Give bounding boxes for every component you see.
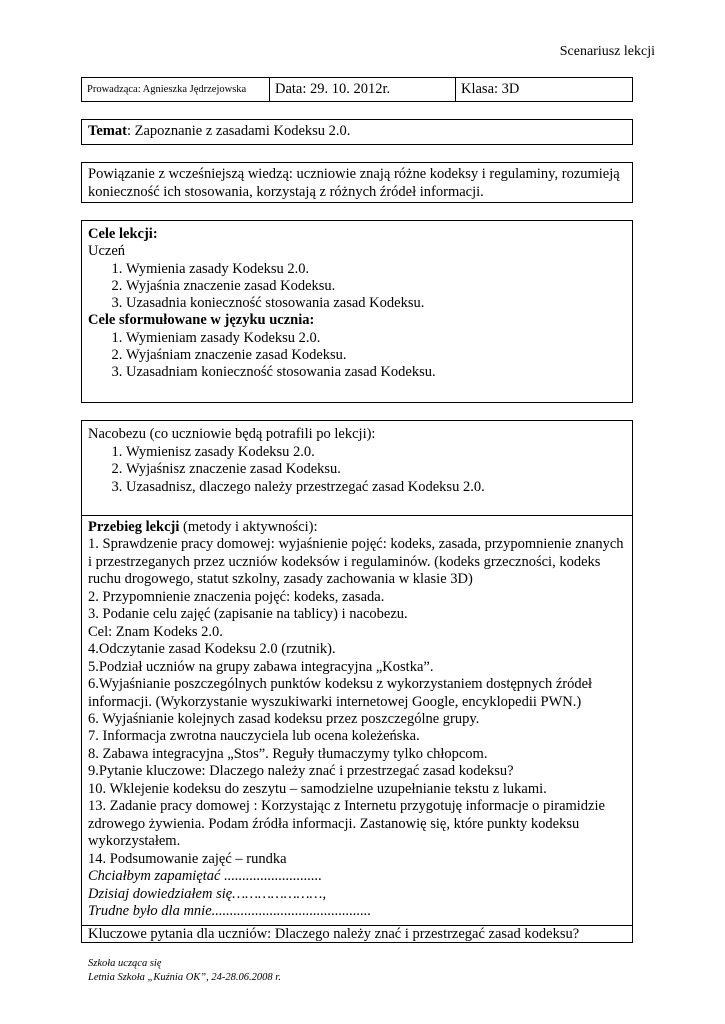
lesson-course-box [81, 515, 633, 926]
course-step: 6. Wyjaśnianie kolejnych zasad kodeksu przez poszczególne grupy. [88, 710, 480, 727]
summary-prompt: Trudne było dla mnie............................................ [88, 902, 372, 919]
footer-line: Letnia Szkoła „Kuźnia OK”, 24-28.06.2008 r. [88, 972, 281, 983]
course-step: 14. Podsumowanie zajęć – rundka [88, 850, 287, 867]
goals-subject: Uczeń [88, 243, 126, 260]
teacher-cell: Prowadząca: Agnieszka Jędrzejowska [82, 78, 270, 101]
course-step: 13. Zadanie pracy domowej : Korzystając z Internetu przygotuję informacje o piramidzie zdrowego żywienia. Podam źródła informacji. Zastanowię się, które punkty kodeksu wykorzystałem. [88, 798, 605, 850]
course-title-suffix: (metody i aktywności): [179, 519, 318, 535]
goals-title: Cele lekcji: [88, 226, 158, 242]
footer-line: Szkoła ucząca się [88, 958, 162, 969]
student-goal-item: 1. Wymieniam zasady Kodeksu 2.0. [126, 330, 626, 347]
nacobezu-list [88, 444, 626, 497]
prior-knowledge-text: Powiązanie z wcześniejszą wiedzą: uczniowie znają różne kodeksy i regulaminy, rozumieją konieczność ich stosowania, korzystają z różnych źródeł informacji. [88, 166, 620, 200]
topic-text: : Zapoznanie z zasadami Kodeksu 2.0. [126, 123, 351, 139]
course-step: Cel: Znam Kodeks 2.0. [88, 623, 223, 640]
course-step: 1. Sprawdzenie pracy domowej: wyjaśnienie pojęć: kodeks, zasada, przypomnienie znanych i przestrzeganych przez uczniów kodeksów i regulaminów. (kodeks grzeczności, kodeks ruchu drogowego, statut szkolny, zasady zachowania w klasie 3D) [88, 536, 624, 588]
document-type-label: Scenariusz lekcji [559, 44, 655, 59]
topic-label: Temat [88, 123, 127, 139]
key-question-text: Kluczowe pytania dla uczniów: Dlaczego należy znać i przestrzegać zasad kodeksu? [88, 926, 580, 942]
goal-item: 1. Wymienia zasady Kodeksu 2.0. [126, 261, 626, 278]
key-question-box [81, 925, 633, 943]
course-step: 7. Informacja zwrotna nauczyciela lub ocena koleżeńska. [88, 728, 420, 745]
lesson-info-row [81, 77, 633, 102]
summary-prompt: Dzisiaj dowiedziałem się…………………, [88, 885, 327, 902]
nacobezu-item: 2. Wyjaśnisz znaczenie zasad Kodeksu. [126, 461, 626, 479]
class-cell: Klasa: 3D [461, 81, 520, 97]
nacobezu-item: 3. Uzasadnisz, dlaczego należy przestrzegać zasad Kodeksu 2.0. [126, 479, 626, 497]
date-cell: Data: 29. 10. 2012r. [270, 78, 456, 101]
student-goals-title: Cele sformułowane w języku ucznia: [88, 312, 315, 329]
goals-list [88, 261, 626, 313]
goal-item: 3. Uzasadnia konieczność stosowania zasad Kodeksu. [126, 295, 626, 312]
footer [88, 957, 281, 985]
goal-item: 2. Wyjaśnia znaczenie zasad Kodeksu. [126, 278, 626, 295]
student-goal-item: 2. Wyjaśniam znaczenie zasad Kodeksu. [126, 347, 626, 364]
student-goals-list [88, 330, 626, 382]
lesson-goals-box [81, 220, 633, 403]
topic-box [81, 119, 633, 145]
summary-prompt: Chciałbym zapamiętać ........................... [88, 868, 322, 885]
nacobezu-item: 1. Wymienisz zasady Kodeksu 2.0. [126, 444, 626, 462]
nacobezu-box [81, 420, 633, 516]
course-step: 8. Zabawa integracyjna „Stos”. Reguły tłumaczymy tylko chłopcom. [88, 745, 488, 762]
course-step: 9.Pytanie kluczowe: Dlaczego należy znać i przestrzegać zasad kodeksu? [88, 763, 514, 780]
course-step: 2. Przypomnienie znaczenia pojęć: kodeks, zasada. [88, 588, 385, 605]
prior-knowledge-box [81, 162, 633, 203]
course-step: 10. Wklejenie kodeksu do zeszytu – samodzielne uzupełnianie tekstu z lukami. [88, 780, 547, 797]
nacobezu-title: Nacobezu (co uczniowie będą potrafili po lekcji): [88, 426, 376, 442]
student-goal-item: 3. Uzasadniam konieczność stosowania zasad Kodeksu. [126, 364, 626, 381]
course-step: 6.Wyjaśnianie poszczególnych punktów kodeksu z wykorzystaniem dostępnych źródeł informacji. (Wykorzystanie wyszukiwarki internetowej Google, encyklopedii PWN.) [88, 676, 593, 710]
course-step: 5.Podział uczniów na grupy zabawa integracyjna „Kostka”. [88, 658, 434, 675]
course-step: 4.Odczytanie zasad Kodeksu 2.0 (rzutnik). [88, 641, 336, 658]
course-title: Przebieg lekcji [88, 519, 180, 535]
course-step: 3. Podanie celu zajęć (zapisanie na tablicy) i nacobezu. [88, 606, 408, 623]
